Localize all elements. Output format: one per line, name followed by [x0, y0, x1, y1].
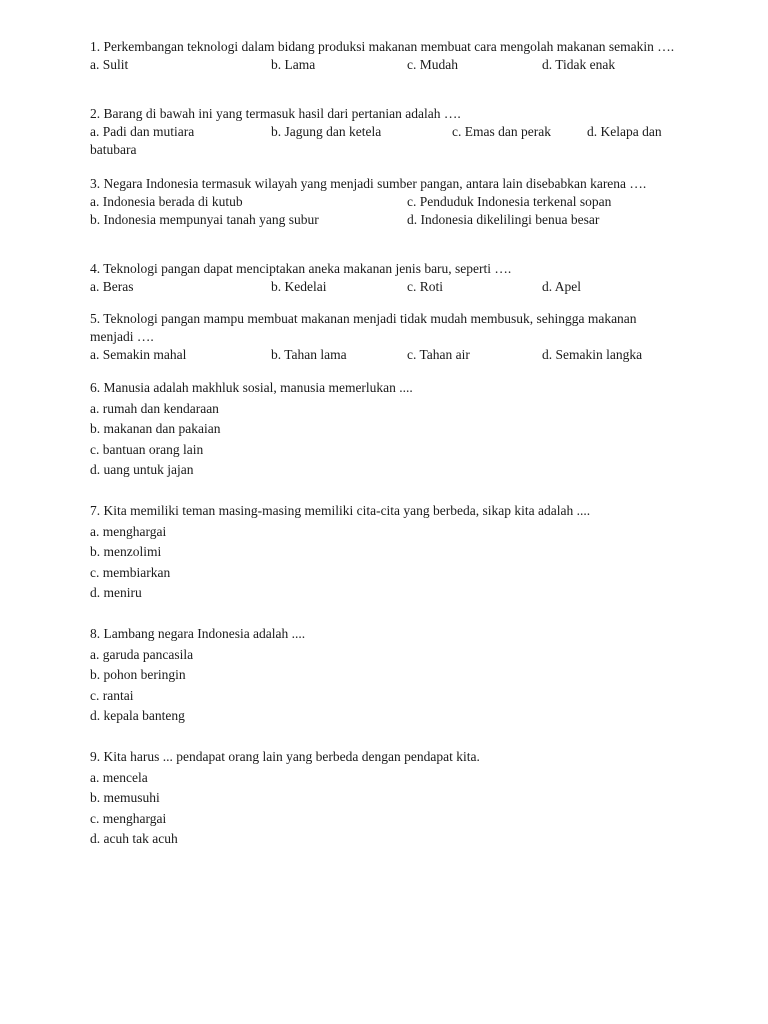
option-d: d. kepala banteng	[90, 708, 185, 723]
question-8	[90, 624, 682, 727]
option-a: a. Sulit	[90, 57, 129, 72]
question-9	[90, 747, 682, 850]
question-8-stem: 8. Lambang negara Indonesia adalah ....	[90, 626, 306, 641]
question-4-options	[90, 278, 682, 296]
option-d: d. uang untuk jajan	[90, 462, 194, 477]
option-d: d. acuh tak acuh	[90, 831, 178, 846]
question-9-stem: 9. Kita harus ... pendapat orang lain yang berbeda dengan pendapat kita.	[90, 749, 480, 764]
option-c: c. Mudah	[407, 57, 458, 72]
option-c: c. Emas dan perak	[452, 124, 551, 139]
question-3-options-row-2	[90, 211, 682, 229]
question-5-stem: 5. Teknologi pangan mampu membuat makanan menjadi tidak mudah membusuk, sehingga makanan menjadi ….	[90, 311, 637, 344]
option-a: a. mencela	[90, 769, 148, 785]
option-b: b. Indonesia mempunyai tanah yang subur	[90, 212, 319, 227]
option-d: d. Kelapa dan	[587, 124, 662, 139]
option-b: b. memusuhi	[90, 790, 160, 805]
option-d: d. Semakin langka	[542, 347, 643, 362]
option-a: a. Padi dan mutiara	[90, 124, 195, 139]
question-1-stem: 1. Perkembangan teknologi dalam bidang produksi makanan membuat cara mengolah makanan semakin ….	[90, 39, 675, 54]
question-2-stem: 2. Barang di bawah ini yang termasuk hasil dari pertanian adalah ….	[90, 106, 461, 121]
question-6-stem: 6. Manusia adalah makhluk sosial, manusia memerlukan ....	[90, 380, 413, 395]
option-a: a. Semakin mahal	[90, 347, 187, 362]
option-a: a. Beras	[90, 279, 134, 294]
option-c: c. membiarkan	[90, 564, 171, 580]
option-d: d. Apel	[542, 279, 581, 294]
question-5-options	[90, 346, 682, 364]
option-d: d. Indonesia dikelilingi benua besar	[407, 212, 600, 227]
option-c: c. Tahan air	[407, 347, 470, 362]
question-7	[90, 501, 682, 604]
question-2-options	[90, 123, 682, 141]
option-b: b. menzolimi	[90, 544, 162, 559]
question-4-stem: 4. Teknologi pangan dapat menciptakan aneka makanan jenis baru, seperti ….	[90, 261, 512, 276]
question-3-stem: 3. Negara Indonesia termasuk wilayah yang menjadi sumber pangan, antara lain disebabkan karena ….	[90, 176, 647, 191]
option-a: a. rumah dan kendaraan	[90, 400, 219, 416]
question-1	[90, 38, 682, 74]
option-b: b. pohon beringin	[90, 667, 186, 682]
option-c: c. rantai	[90, 687, 134, 703]
option-c: c. menghargai	[90, 810, 167, 826]
option-d: d. meniru	[90, 585, 142, 600]
option-c: c. Penduduk Indonesia terkenal sopan	[407, 194, 612, 209]
question-7-stem: 7. Kita memiliki teman masing-masing memiliki cita-cita yang berbeda, sikap kita adalah ....	[90, 503, 591, 518]
question-6	[90, 378, 682, 481]
option-a: a. menghargai	[90, 523, 167, 539]
question-1-options	[90, 56, 682, 74]
option-b: b. Tahan lama	[271, 347, 347, 362]
question-2	[90, 105, 682, 159]
option-d: d. Tidak enak	[542, 57, 616, 72]
option-b: b. makanan dan pakaian	[90, 421, 221, 436]
question-2-options-wrap	[90, 141, 682, 159]
option-d-continued: batubara	[90, 142, 137, 157]
question-4	[90, 260, 682, 296]
option-b: b. Kedelai	[271, 279, 327, 294]
option-c: c. Roti	[407, 279, 443, 294]
question-3-options-row-1	[90, 193, 682, 211]
option-b: b. Lama	[271, 57, 316, 72]
question-5	[90, 310, 682, 364]
option-a: a. garuda pancasila	[90, 646, 194, 662]
option-a: a. Indonesia berada di kutub	[90, 194, 243, 209]
question-3	[90, 175, 682, 229]
option-c: c. bantuan orang lain	[90, 441, 204, 457]
option-b: b. Jagung dan ketela	[271, 124, 382, 139]
